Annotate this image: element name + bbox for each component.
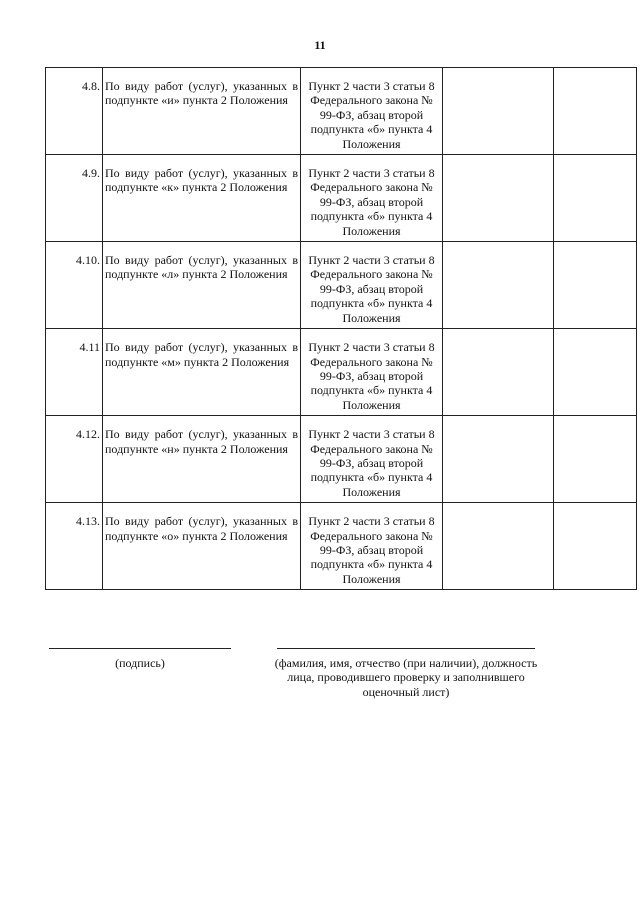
row-description: По виду работ (услуг), указанных в подпункте «и» пункта 2 Положения bbox=[103, 68, 301, 155]
row-answer-cell[interactable] bbox=[443, 242, 554, 329]
row-number: 4.12. bbox=[46, 416, 103, 503]
row-description: По виду работ (услуг), указанных в подпункте «л» пункта 2 Положения bbox=[103, 242, 301, 329]
row-description: По виду работ (услуг), указанных в подпункте «м» пункта 2 Положения bbox=[103, 329, 301, 416]
signature-caption: (подпись) bbox=[115, 656, 165, 670]
table-row bbox=[46, 416, 637, 503]
table-row bbox=[46, 503, 637, 590]
row-legal-basis: Пункт 2 части 3 статьи 8 Федерального закона № 99-ФЗ, абзац второй подпункта «б» пункта 4 Положения bbox=[301, 503, 443, 590]
table-row bbox=[46, 68, 637, 155]
row-answer-cell[interactable] bbox=[443, 503, 554, 590]
row-answer-cell[interactable] bbox=[443, 416, 554, 503]
row-description: По виду работ (услуг), указанных в подпункте «н» пункта 2 Положения bbox=[103, 416, 301, 503]
signature-line[interactable] bbox=[49, 648, 231, 649]
row-note-cell[interactable] bbox=[554, 155, 637, 242]
table-row bbox=[46, 155, 637, 242]
row-answer-cell[interactable] bbox=[443, 155, 554, 242]
row-answer-cell[interactable] bbox=[443, 68, 554, 155]
row-legal-basis: Пункт 2 части 3 статьи 8 Федерального закона № 99-ФЗ, абзац второй подпункта «б» пункта 4 Положения bbox=[301, 242, 443, 329]
row-legal-basis: Пункт 2 части 3 статьи 8 Федерального закона № 99-ФЗ, абзац второй подпункта «б» пункта 4 Положения bbox=[301, 68, 443, 155]
row-note-cell[interactable] bbox=[554, 416, 637, 503]
row-note-cell[interactable] bbox=[554, 68, 637, 155]
row-number: 4.8. bbox=[46, 68, 103, 155]
table-row bbox=[46, 329, 637, 416]
row-note-cell[interactable] bbox=[554, 242, 637, 329]
row-number: 4.10. bbox=[46, 242, 103, 329]
row-note-cell[interactable] bbox=[554, 329, 637, 416]
table-row bbox=[46, 242, 637, 329]
row-number: 4.11 bbox=[46, 329, 103, 416]
row-description: По виду работ (услуг), указанных в подпункте «к» пункта 2 Положения bbox=[103, 155, 301, 242]
row-number: 4.9. bbox=[46, 155, 103, 242]
row-description: По виду работ (услуг), указанных в подпункте «о» пункта 2 Положения bbox=[103, 503, 301, 590]
inspector-name-line[interactable] bbox=[277, 648, 535, 649]
row-number: 4.13. bbox=[46, 503, 103, 590]
row-legal-basis: Пункт 2 части 3 статьи 8 Федерального закона № 99-ФЗ, абзац второй подпункта «б» пункта 4 Положения bbox=[301, 329, 443, 416]
row-legal-basis: Пункт 2 части 3 статьи 8 Федерального закона № 99-ФЗ, абзац второй подпункта «б» пункта 4 Положения bbox=[301, 416, 443, 503]
page-number: 11 bbox=[314, 38, 326, 52]
row-answer-cell[interactable] bbox=[443, 329, 554, 416]
row-legal-basis: Пункт 2 части 3 статьи 8 Федерального закона № 99-ФЗ, абзац второй подпункта «б» пункта 4 Положения bbox=[301, 155, 443, 242]
checklist-table bbox=[45, 67, 637, 590]
row-note-cell[interactable] bbox=[554, 503, 637, 590]
inspector-name-caption: (фамилия, имя, отчество (при наличии), должность лица, проводившего проверку и заполнившего оценочный лист) bbox=[274, 656, 538, 699]
